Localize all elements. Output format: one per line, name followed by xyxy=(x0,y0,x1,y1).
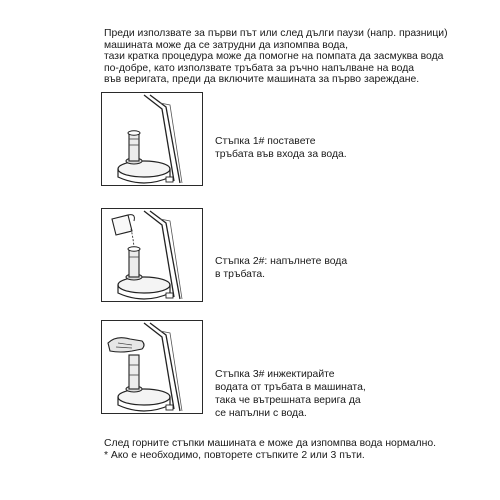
step-2-line: Стъпка 2#: напълнете вода xyxy=(215,256,348,267)
step-1-line: Стъпка 1# поставете xyxy=(215,136,316,147)
step-1-line: тръбата във входа за вода. xyxy=(215,149,347,160)
step-1-drawing xyxy=(102,93,202,185)
intro-line: машината може да се затрудни да изпомпва вода, xyxy=(104,39,348,51)
step-3-text xyxy=(215,368,366,420)
step-3-line: Стъпка 3# инжектирайте xyxy=(215,369,335,380)
intro-line: по-добре, като използвате тръбата за ръчно напълване на вода xyxy=(104,62,415,74)
step-3-drawing xyxy=(102,321,202,413)
step-2-line: в тръбата. xyxy=(215,269,266,280)
step-1-text xyxy=(215,135,347,161)
intro-paragraph xyxy=(104,28,484,86)
intro-line: тази кратка процедура може да помогне на помпата да засмуква вода xyxy=(104,51,444,63)
step-3-illustration xyxy=(101,320,203,414)
step-2-illustration xyxy=(101,208,203,302)
step-2-text xyxy=(215,255,347,281)
outro-note: * Ако е необходимо, повторете стъпките 2 или 3 пъти. xyxy=(104,450,365,461)
step-2-drawing xyxy=(102,209,202,301)
step-3-line: така че вътрешната верига да xyxy=(215,395,361,406)
intro-line: във веригата, преди да включите машината за първо зареждане. xyxy=(104,74,420,86)
step-3-line: водата от тръбата в машината, xyxy=(215,382,366,393)
outro-line: След горните стъпки машината е може да изпомпва вода нормално. xyxy=(104,438,437,449)
outro-paragraph xyxy=(104,438,436,462)
intro-line: Преди използвате за първи път или след дълги паузи (напр. празници) xyxy=(104,28,448,39)
step-3-line: се напълни с вода. xyxy=(215,408,307,419)
step-1-illustration xyxy=(101,92,203,186)
